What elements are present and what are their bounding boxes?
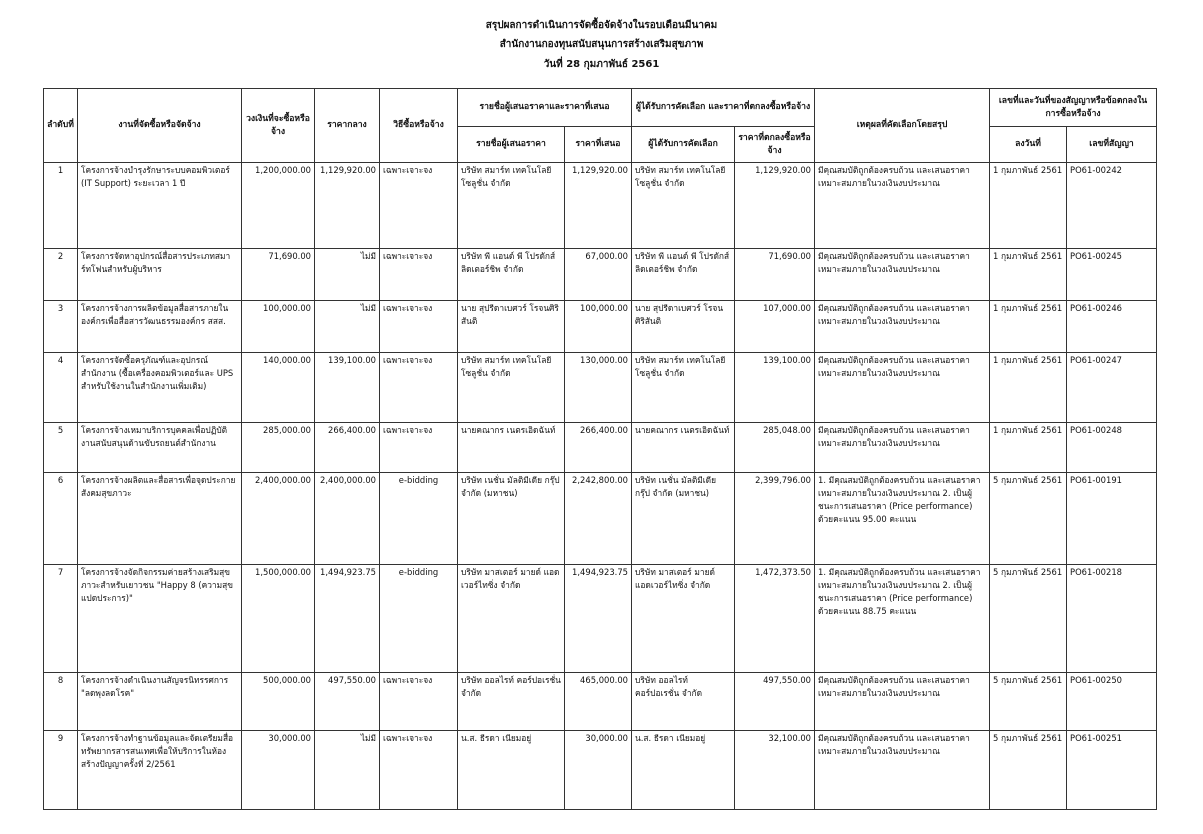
cell-selected: น.ส. ธีรดา เนียมอยู่ <box>632 731 735 810</box>
col-bid-price: ราคาที่เสนอ <box>565 127 632 163</box>
cell-reason: มีคุณสมบัติถูกต้องครบถ้วน และเสนอราคาเหมาะสมภายในวงเงินงบประมาณ <box>815 353 990 423</box>
cell-contract-no: PO61-00191 <box>1067 473 1157 565</box>
cell-contract-date: 1 กุมภาพันธ์ 2561 <box>990 163 1067 249</box>
cell-agreed-price: 139,100.00 <box>735 353 815 423</box>
report-date: วันที่ 28 กุมภาพันธ์ 2561 <box>543 59 660 70</box>
cell-reason: 1. มีคุณสมบัติถูกต้องครบถ้วน และเสนอราคาเหมาะสมภายในวงเงินงบประมาณ 2. เป็นผู้ชนะการเสนอราคา (Price performance) ด้วยคะแนน 88.75 คะแนน <box>815 565 990 673</box>
cell-agreed-price: 1,472,373.50 <box>735 565 815 673</box>
cell-project: โครงการจ้างดำเนินงานสัญจรนิทรรศการ "ลดพุงลดโรค" <box>78 673 242 731</box>
cell-bidder: บริษัท มาสเตอร์ มายด์ แอดเวอร์ไทซิ่ง จำกัด <box>458 565 565 673</box>
cell-no: 7 <box>44 565 78 673</box>
cell-bid-price: 1,129,920.00 <box>565 163 632 249</box>
cell-no: 5 <box>44 423 78 473</box>
cell-contract-date: 5 กุมภาพันธ์ 2561 <box>990 673 1067 731</box>
table-body <box>44 163 1157 810</box>
cell-reason: มีคุณสมบัติถูกต้องครบถ้วน และเสนอราคาเหมาะสมภายในวงเงินงบประมาณ <box>815 163 990 249</box>
cell-agreed-price: 497,550.00 <box>735 673 815 731</box>
col-bidder-name: รายชื่อผู้เสนอราคา <box>458 127 565 163</box>
cell-contract-no: PO61-00250 <box>1067 673 1157 731</box>
cell-method: เฉพาะเจาะจง <box>380 731 458 810</box>
cell-budget: 30,000.00 <box>242 731 315 810</box>
cell-reason: มีคุณสมบัติถูกต้องครบถ้วน และเสนอราคาเหมาะสมภายในวงเงินงบประมาณ <box>815 673 990 731</box>
cell-median-price: ไม่มี <box>315 731 380 810</box>
cell-bid-price: 2,242,800.00 <box>565 473 632 565</box>
cell-method: e-bidding <box>380 473 458 565</box>
table-row <box>44 731 1157 810</box>
cell-bid-price: 130,000.00 <box>565 353 632 423</box>
procurement-table <box>43 88 1157 810</box>
cell-median-price: 266,400.00 <box>315 423 380 473</box>
col-group-selected: ผู้ได้รับการคัดเลือก และราคาที่ตกลงซื้อหรือจ้าง <box>632 89 815 127</box>
cell-no: 2 <box>44 249 78 301</box>
cell-contract-date: 5 กุมภาพันธ์ 2561 <box>990 731 1067 810</box>
cell-agreed-price: 32,100.00 <box>735 731 815 810</box>
cell-median-price: ไม่มี <box>315 249 380 301</box>
col-group-contract: เลขที่และวันที่ของสัญญาหรือข้อตกลงในการซื้อหรือจ้าง <box>990 89 1157 127</box>
cell-selected: บริษัท มาสเตอร์ มายด์ แอดเวอร์ไทซิ่ง จำกัด <box>632 565 735 673</box>
cell-reason: มีคุณสมบัติถูกต้องครบถ้วน และเสนอราคาเหมาะสมภายในวงเงินงบประมาณ <box>815 249 990 301</box>
cell-budget: 285,000.00 <box>242 423 315 473</box>
cell-project: โครงการจ้างการผลิตข้อมูลสื่อสารภายในองค์กรเพื่อสื่อสารวัฒนธรรมองค์กร สสส. <box>78 301 242 353</box>
table-row <box>44 353 1157 423</box>
cell-selected: นาย สุปรีดาเบศวร์ โรจนศิริสันติ <box>632 301 735 353</box>
cell-bidder: นายคณากร เนตรเอิดฉันท์ <box>458 423 565 473</box>
col-budget: วงเงินที่จะซื้อหรือจ้าง <box>242 89 315 163</box>
cell-median-price: 1,129,920.00 <box>315 163 380 249</box>
cell-agreed-price: 107,000.00 <box>735 301 815 353</box>
col-contract-no: เลขที่สัญญา <box>1067 127 1157 163</box>
cell-selected: บริษัท ออลไรท์ คอร์ปอเรชั่น จำกัด <box>632 673 735 731</box>
cell-reason: มีคุณสมบัติถูกต้องครบถ้วน และเสนอราคาเหมาะสมภายในวงเงินงบประมาณ <box>815 301 990 353</box>
cell-no: 6 <box>44 473 78 565</box>
cell-no: 3 <box>44 301 78 353</box>
cell-contract-no: PO61-00248 <box>1067 423 1157 473</box>
cell-bidder: บริษัท พี แอนด์ พี โปรดักส์ ลิดเตอร์ชิพ จำกัด <box>458 249 565 301</box>
cell-median-price: ไม่มี <box>315 301 380 353</box>
cell-agreed-price: 1,129,920.00 <box>735 163 815 249</box>
cell-contract-no: PO61-00251 <box>1067 731 1157 810</box>
cell-project: โครงการจ้างทำฐานข้อมูลและจัดเตรียมสื่อทรัพยากรสารสนเทศเพื่อให้บริการในห้องสร้างปัญญาครั้งที่ 2/2561 <box>78 731 242 810</box>
cell-contract-no: PO61-00245 <box>1067 249 1157 301</box>
cell-budget: 1,200,000.00 <box>242 163 315 249</box>
cell-method: เฉพาะเจาะจง <box>380 163 458 249</box>
cell-project: โครงการจ้างจัดกิจกรรมค่ายสร้างเสริมสุขภาวะสำหรับเยาวชน "Happy 8 (ความสุขแปดประการ)" <box>78 565 242 673</box>
cell-bidder: บริษัท เนชั่น มัลติมีเดีย กรุ๊ป จำกัด (มหาชน) <box>458 473 565 565</box>
cell-bid-price: 465,000.00 <box>565 673 632 731</box>
cell-budget: 1,500,000.00 <box>242 565 315 673</box>
cell-method: เฉพาะเจาะจง <box>380 301 458 353</box>
cell-reason: มีคุณสมบัติถูกต้องครบถ้วน และเสนอราคาเหมาะสมภายในวงเงินงบประมาณ <box>815 731 990 810</box>
col-contract-date: ลงวันที่ <box>990 127 1067 163</box>
cell-bid-price: 266,400.00 <box>565 423 632 473</box>
cell-selected: บริษัท เนชั่น มัลติมีเดีย กรุ๊ป จำกัด (มหาชน) <box>632 473 735 565</box>
cell-contract-date: 1 กุมภาพันธ์ 2561 <box>990 249 1067 301</box>
cell-reason: 1. มีคุณสมบัติถูกต้องครบถ้วน และเสนอราคาเหมาะสมภายในวงเงินงบประมาณ 2. เป็นผู้ชนะการเสนอราคา (Price performance) ด้วยคะแนน 95.00 คะแนน <box>815 473 990 565</box>
cell-project: โครงการจัดหาอุปกรณ์สื่อสารประเภทสมาร์ทโฟนสำหรับผู้บริหาร <box>78 249 242 301</box>
cell-median-price: 2,400,000.00 <box>315 473 380 565</box>
cell-selected: บริษัท สมาร์ท เทคโนโลยี โซลูชั่น จำกัด <box>632 163 735 249</box>
cell-selected: นายคณากร เนตรเอิดฉันท์ <box>632 423 735 473</box>
table-row <box>44 473 1157 565</box>
table-row <box>44 163 1157 249</box>
col-group-bidders: รายชื่อผู้เสนอราคาและราคาที่เสนอ <box>458 89 632 127</box>
cell-agreed-price: 285,048.00 <box>735 423 815 473</box>
report-title: สรุปผลการดำเนินการจัดซื้อจัดจ้างในรอบเดือนมีนาคม <box>485 20 718 31</box>
cell-contract-date: 1 กุมภาพันธ์ 2561 <box>990 423 1067 473</box>
table-row <box>44 301 1157 353</box>
cell-reason: มีคุณสมบัติถูกต้องครบถ้วน และเสนอราคาเหมาะสมภายในวงเงินงบประมาณ <box>815 423 990 473</box>
cell-bidder: น.ส. ธีรดา เนียมอยู่ <box>458 731 565 810</box>
cell-contract-date: 1 กุมภาพันธ์ 2561 <box>990 353 1067 423</box>
table-row <box>44 673 1157 731</box>
cell-contract-no: PO61-00247 <box>1067 353 1157 423</box>
table-row <box>44 565 1157 673</box>
cell-median-price: 497,550.00 <box>315 673 380 731</box>
cell-median-price: 1,494,923.75 <box>315 565 380 673</box>
cell-budget: 2,400,000.00 <box>242 473 315 565</box>
table-row <box>44 249 1157 301</box>
cell-bid-price: 67,000.00 <box>565 249 632 301</box>
cell-budget: 100,000.00 <box>242 301 315 353</box>
cell-bidder: บริษัท สมาร์ท เทคโนโลยี โซลูชั่น จำกัด <box>458 163 565 249</box>
col-method: วิธีซื้อหรือจ้าง <box>380 89 458 163</box>
cell-project: โครงการจัดซื้อครุภัณฑ์และอุปกรณ์สำนักงาน (ซื้อเครื่องคอมพิวเตอร์และ UPS สำหรับใช้งานในสำนักงานเพิ่มเติม) <box>78 353 242 423</box>
cell-project: โครงการจ้างผลิตและสื่อสารเพื่อจุดประกายสังคมสุขภาวะ <box>78 473 242 565</box>
col-agreed-price: ราคาที่ตกลงซื้อหรือจ้าง <box>735 127 815 163</box>
cell-agreed-price: 71,690.00 <box>735 249 815 301</box>
cell-method: เฉพาะเจาะจง <box>380 673 458 731</box>
table-row <box>44 423 1157 473</box>
cell-bid-price: 100,000.00 <box>565 301 632 353</box>
cell-method: e-bidding <box>380 565 458 673</box>
cell-bidder: นาย สุปรีดาเบศวร์ โรจนศิริสันติ <box>458 301 565 353</box>
cell-selected: บริษัท พี แอนด์ พี โปรดักส์ ลิดเตอร์ชิพ จำกัด <box>632 249 735 301</box>
cell-project: โครงการจ้างเหมาบริการบุคคลเพื่อปฏิบัติงานสนับสนุนด้านขับรถยนต์สำนักงาน <box>78 423 242 473</box>
cell-no: 1 <box>44 163 78 249</box>
cell-contract-date: 1 กุมภาพันธ์ 2561 <box>990 301 1067 353</box>
table-header <box>44 89 1157 163</box>
cell-budget: 500,000.00 <box>242 673 315 731</box>
cell-bid-price: 30,000.00 <box>565 731 632 810</box>
cell-budget: 140,000.00 <box>242 353 315 423</box>
cell-contract-date: 5 กุมภาพันธ์ 2561 <box>990 565 1067 673</box>
cell-agreed-price: 2,399,796.00 <box>735 473 815 565</box>
cell-budget: 71,690.00 <box>242 249 315 301</box>
cell-contract-date: 5 กุมภาพันธ์ 2561 <box>990 473 1067 565</box>
cell-median-price: 139,100.00 <box>315 353 380 423</box>
cell-contract-no: PO61-00242 <box>1067 163 1157 249</box>
cell-no: 4 <box>44 353 78 423</box>
cell-project: โครงการจ้างบำรุงรักษาระบบคอมพิวเตอร์ (IT Support) ระยะเวลา 1 ปี <box>78 163 242 249</box>
cell-bidder: บริษัท สมาร์ท เทคโนโลยี โซลูชั่น จำกัด <box>458 353 565 423</box>
cell-method: เฉพาะเจาะจง <box>380 249 458 301</box>
col-selected-name: ผู้ได้รับการคัดเลือก <box>632 127 735 163</box>
cell-method: เฉพาะเจาะจง <box>380 423 458 473</box>
cell-bid-price: 1,494,923.75 <box>565 565 632 673</box>
col-project: งานที่จัดซื้อหรือจัดจ้าง <box>78 89 242 163</box>
cell-contract-no: PO61-00218 <box>1067 565 1157 673</box>
col-reason: เหตุผลที่คัดเลือกโดยสรุป <box>815 89 990 163</box>
cell-contract-no: PO61-00246 <box>1067 301 1157 353</box>
cell-no: 9 <box>44 731 78 810</box>
cell-method: เฉพาะเจาะจง <box>380 353 458 423</box>
agency-name: สำนักงานกองทุนสนับสนุนการสร้างเสริมสุขภาพ <box>499 39 704 50</box>
cell-bidder: บริษัท ออลไรท์ คอร์ปอเรชั่น จำกัด <box>458 673 565 731</box>
col-no: ลำดับที่ <box>44 89 78 163</box>
col-median-price: ราคากลาง <box>315 89 380 163</box>
cell-no: 8 <box>44 673 78 731</box>
cell-selected: บริษัท สมาร์ท เทคโนโลยี โซลูชั่น จำกัด <box>632 353 735 423</box>
